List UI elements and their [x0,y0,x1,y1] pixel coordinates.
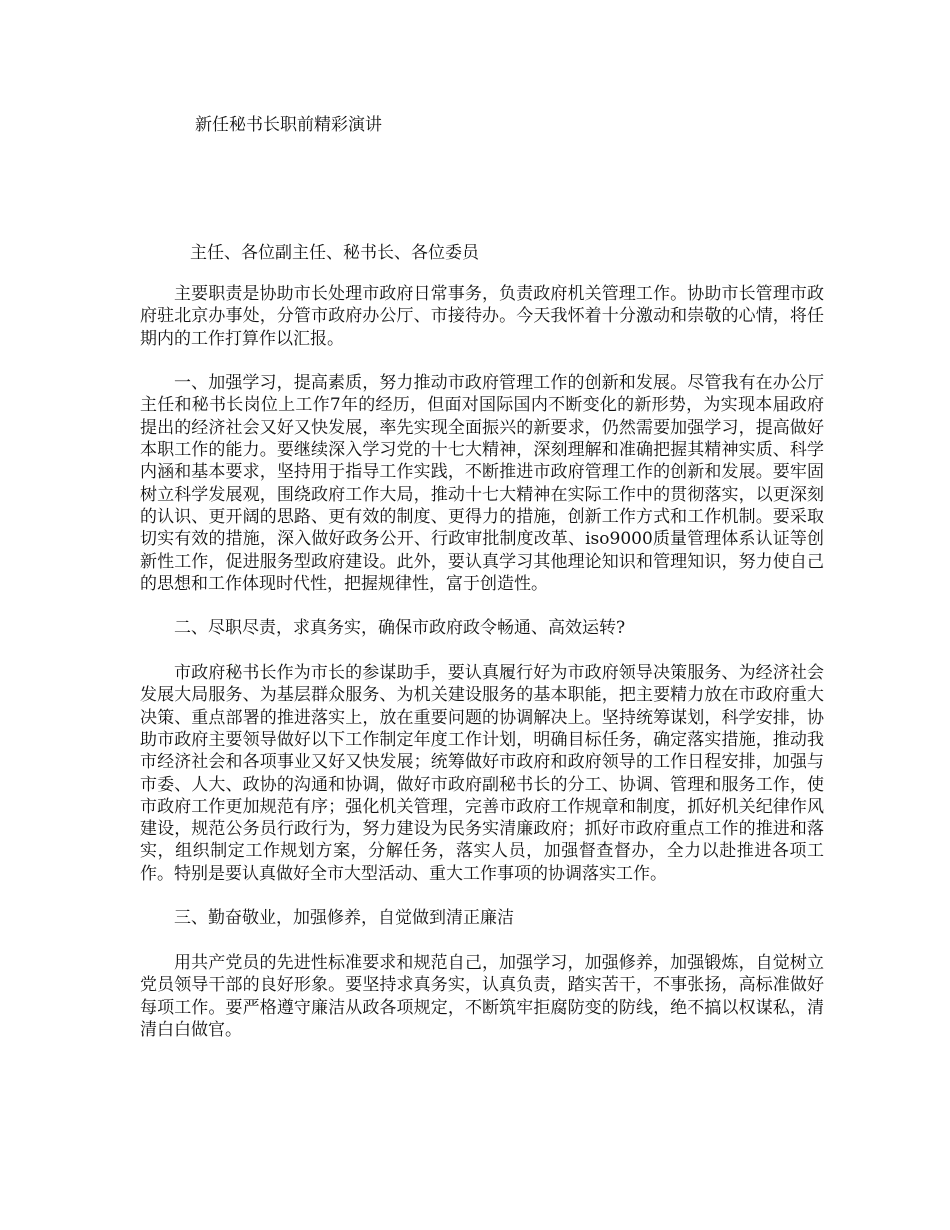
section-heading-two: 二、尽职尽责，求真务实，确保市政府政令畅通、高效运转? [174,618,626,639]
salutation: 主任、各位副主任、秘书长、各位委员 [190,243,479,263]
section-heading-three: 三、勤奋敬业，加强修养，自觉做到清正廉洁 [174,908,514,929]
paragraph-section-three: 用共产党员的先进性标准要求和规范自己，加强学习，加强修养，加强锻炼，自觉树立党员领导干部的良好形象。要坚持求真务实，认真负责，踏实苦干，不事张扬，高标准做好每项工作。要严格遵守廉洁从政各项规定，不断筑牢拒腐防变的防线，绝不搞以权谋私，清清白白做官。 [140,952,824,1040]
paragraph-intro: 主要职责是协助市长处理市政府日常事务，负责政府机关管理工作。协助市长管理市政府驻北京办事处，分管市政府办公厅、市接待办。今天我怀着十分激动和崇敬的心情，将任期内的工作打算作以汇报。 [140,284,824,349]
paragraph-section-one: 一、加强学习，提高素质，努力推动市政府管理工作的创新和发展。尽管我有在办公厅主任和秘书长岗位上工作7年的经历，但面对国际国内不断变化的新形势，为实现本届政府提出的经济社会又好又快发展，率先实现全面振兴的新要求，仍然需要加强学习，提高做好本职工作的能力。要继续深入学习党的十七大精神，深刻理解和准确把握其精神实质、科学内涵和基本要求，坚持用于指导工作实践，不断推进市政府管理工作的创新和发展。要牢固树立科学发展观，围绕政府工作大局，推动十七大精神在实际工作中的贯彻落实，以更深刻的认识、更开阔的思路、更有效的制度、更得力的措施，创新工作方式和工作机制。要采取切实有效的措施，深入做好政务公开、行政审批制度改革、iso9000质量管理体系认证等创新性工作，促进服务型政府建设。此外，要认真学习其他理论知识和管理知识，努力使自己的思想和工作体现时代性，把握规律性，富于创造性。 [140,373,824,594]
document-title: 新任秘书长职前精彩演讲 [195,115,382,135]
document-body [140,283,824,1063]
paragraph-section-two: 市政府秘书长作为市长的参谋助手，要认真履行好为市政府领导决策服务、为经济社会发展大局服务、为基层群众服务、为机关建设服务的基本职能，把主要精力放在市政府重大决策、重点部署的推进落实上，放在重要问题的协调解决上。坚持统筹谋划，科学安排，协助市政府主要领导做好以下工作制定年度工作计划，明确目标任务，确定落实措施，推动我市经济社会和各项事业又好又快发展；统筹做好市政府和政府领导的工作日程安排，加强与市委、人大、政协的沟通和协调，做好市政府副秘书长的分工、协调、管理和服务工作，使市政府工作更加规范有序；强化机关管理，完善市政府工作规章和制度，抓好机关纪律作风建设，规范公务员行政行为，努力建设为民务实清廉政府；抓好市政府重点工作的推进和落实，组织制定工作规划方案，分解任务，落实人员，加强督查督办，全力以赴推进各项工作。特别是要认真做好全市大型活动、重大工作事项的协调落实工作。 [140,663,824,884]
